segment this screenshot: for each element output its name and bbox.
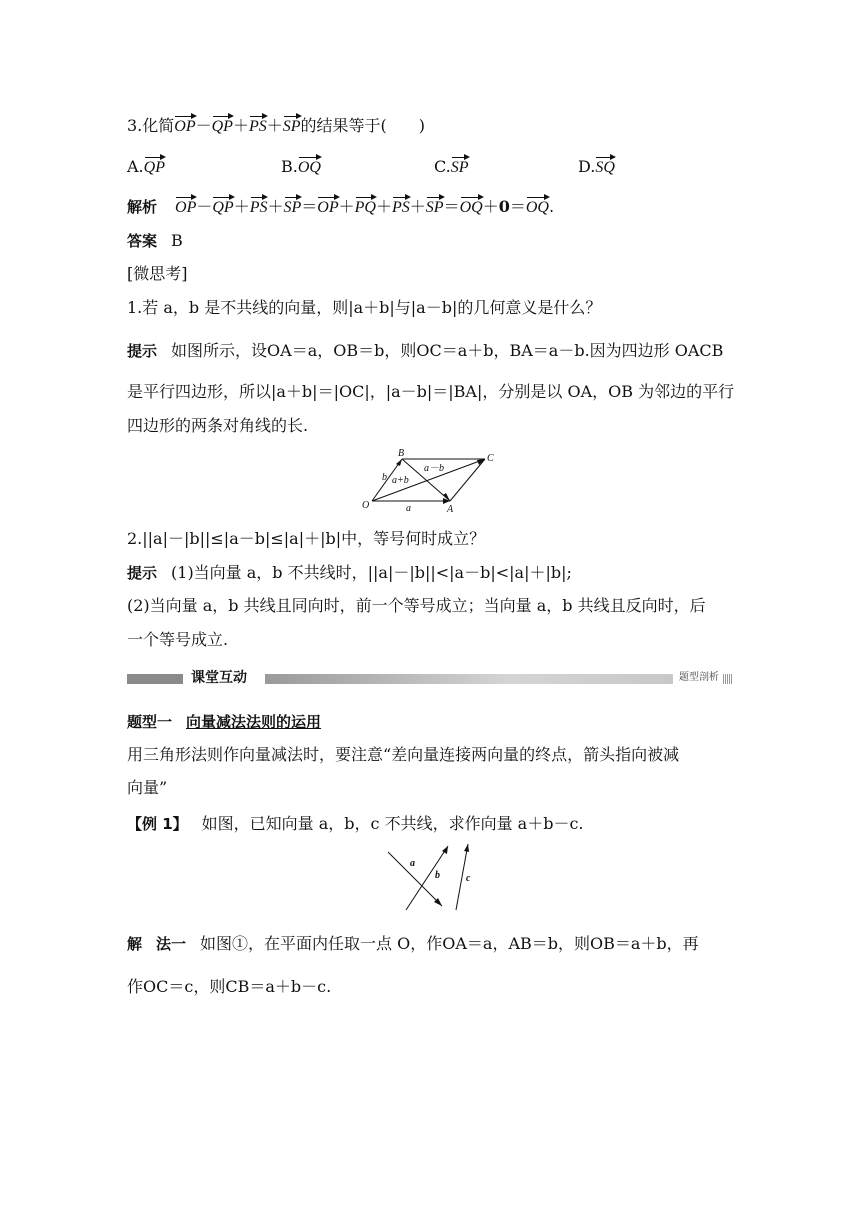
hint-1-line-2: 是平行四边形，所以|a＋b|＝|OC|，|a－b|＝|BA|，分别是以 OA，OB 为邻边的平行 [127, 382, 735, 401]
vector: PS [391, 199, 410, 216]
solution-label: 解 [127, 935, 143, 953]
label-C: C [487, 453, 494, 464]
option-vector: OQ [297, 159, 321, 176]
question-3 [127, 116, 425, 137]
option-label: C. [434, 157, 451, 176]
option-vector: QP [143, 159, 165, 176]
section-title: 课堂互动 [191, 670, 247, 686]
vector-b [406, 846, 448, 910]
question-stem: 化简 [142, 116, 175, 135]
op-symbol: ＝ [443, 197, 460, 216]
op-symbol: ＋ [267, 197, 284, 216]
op-symbol: ＋ [409, 197, 426, 216]
op-symbol: ＋ [266, 116, 283, 135]
section-header [127, 672, 733, 686]
vector-ps: PS [248, 118, 267, 135]
question-number: 3. [127, 116, 143, 135]
vector-a [388, 852, 442, 906]
op-symbol: ＋ [482, 197, 499, 216]
tip-line-1: 用三角形法则作向量减法时，要注意“差向量连接两向量的终点，箭头指向被减 [127, 745, 680, 764]
think-question-1: 1.若 a，b 是不共线的向量，则|a＋b|与|a－b|的几何意义是什么？ [127, 298, 602, 317]
label-a-plus-b: a+b [392, 475, 409, 486]
tip-line-2: 向量” [127, 778, 168, 797]
op-symbol: － [196, 197, 213, 216]
hint-label: 提示 [127, 342, 158, 360]
analysis-line [127, 197, 554, 218]
solution-line-2: 作OC＝c，则CB＝a＋b－c. [127, 977, 332, 996]
vector-qp: QP [211, 118, 233, 135]
period: . [548, 197, 555, 216]
parallelogram-figure [360, 444, 500, 516]
vector: OP [175, 199, 197, 216]
label-c: c [466, 873, 471, 884]
example-label: 【例 1】 [127, 815, 188, 833]
answer-label: 答案 [127, 232, 158, 250]
op-symbol: ＝ [301, 197, 318, 216]
label-O: O [362, 500, 370, 511]
hint-1-line-1 [127, 341, 723, 361]
label-a: a [410, 858, 415, 869]
hint-text: (1)当向量 a，b 不共线时，||a|－|b||<|a－b|<|a|＋|b|; [171, 563, 572, 582]
example-text: 如图，已知向量 a，b，c 不共线，求作向量 a＋b－c. [201, 814, 584, 833]
bar-left [127, 674, 183, 684]
analysis-label: 解析 [127, 198, 158, 216]
option-vector: SQ [595, 159, 615, 176]
solution-line-1 [127, 934, 699, 954]
option-b [281, 157, 321, 178]
think-header: [微思考] [127, 264, 188, 283]
type-1-heading [127, 712, 321, 732]
bar-middle [265, 674, 673, 684]
hint-text: 如图所示，设OA＝a，OB＝b，则OC＝a＋b，BA＝a－b.因为四边形 OACB [171, 341, 724, 360]
answer-value: B [171, 231, 183, 250]
op-symbol: ＋ [232, 116, 249, 135]
label-B: B [398, 448, 405, 459]
vector: OP [317, 199, 339, 216]
option-a [127, 157, 165, 178]
label-A: A [447, 504, 454, 515]
op-symbol: － [195, 116, 212, 135]
question-tail: 的结果等于( ) [300, 116, 426, 135]
answer-line [127, 231, 183, 251]
hint-label: 提示 [127, 564, 158, 582]
option-label: D. [578, 157, 596, 176]
op-symbol: ＋ [338, 197, 355, 216]
vector: SP [425, 199, 444, 216]
example-1 [127, 814, 584, 834]
option-vector: SP [450, 159, 469, 176]
option-label: A. [127, 157, 144, 176]
option-c [434, 157, 469, 178]
hint-2-line-2: (2)当向量 a，b 共线且同向时，前一个等号成立；当向量 a，b 共线且反向时，后 [127, 596, 706, 615]
hint-1-line-3: 四边形的两条对角线的长. [127, 416, 309, 435]
solution-text: 如图①，在平面内任取一点 O，作OA＝a，AB＝b，则OB＝a＋b，再 [200, 934, 699, 953]
vector: QP [212, 199, 234, 216]
solution-method: 法一 [156, 935, 187, 953]
vectors-figure [384, 840, 478, 914]
arrowhead [442, 846, 448, 854]
zero-vector: 0 [498, 197, 510, 216]
hint-2-line-1 [127, 563, 572, 583]
vector: OQ [459, 199, 483, 216]
bar-right [723, 674, 733, 684]
label-b: b [435, 870, 440, 881]
label-a: a [406, 503, 411, 514]
op-symbol: ＋ [233, 197, 250, 216]
vector: SP [283, 199, 302, 216]
option-label: B. [281, 157, 298, 176]
section-right-label: 题型剖析 [679, 672, 719, 683]
vector: PS [249, 199, 268, 216]
hint-2-line-3: 一个等号成立. [127, 630, 229, 649]
vector-op: OP [174, 118, 196, 135]
think-question-2: 2.||a|－|b||≤|a－b|≤|a|＋|b|中，等号何时成立？ [127, 529, 486, 548]
type-title: 向量减法法则的运用 [186, 713, 322, 731]
option-d [578, 157, 615, 178]
label-a-minus-b: a－b [424, 463, 444, 474]
arrowhead [396, 459, 402, 466]
op-symbol: ＋ [375, 197, 392, 216]
op-symbol: ＝ [509, 197, 526, 216]
vector: OQ [525, 199, 549, 216]
label-b: b [382, 472, 387, 483]
vector: PQ [354, 199, 376, 216]
vector-sp: SP [282, 118, 301, 135]
type-label: 题型一 [127, 713, 173, 731]
